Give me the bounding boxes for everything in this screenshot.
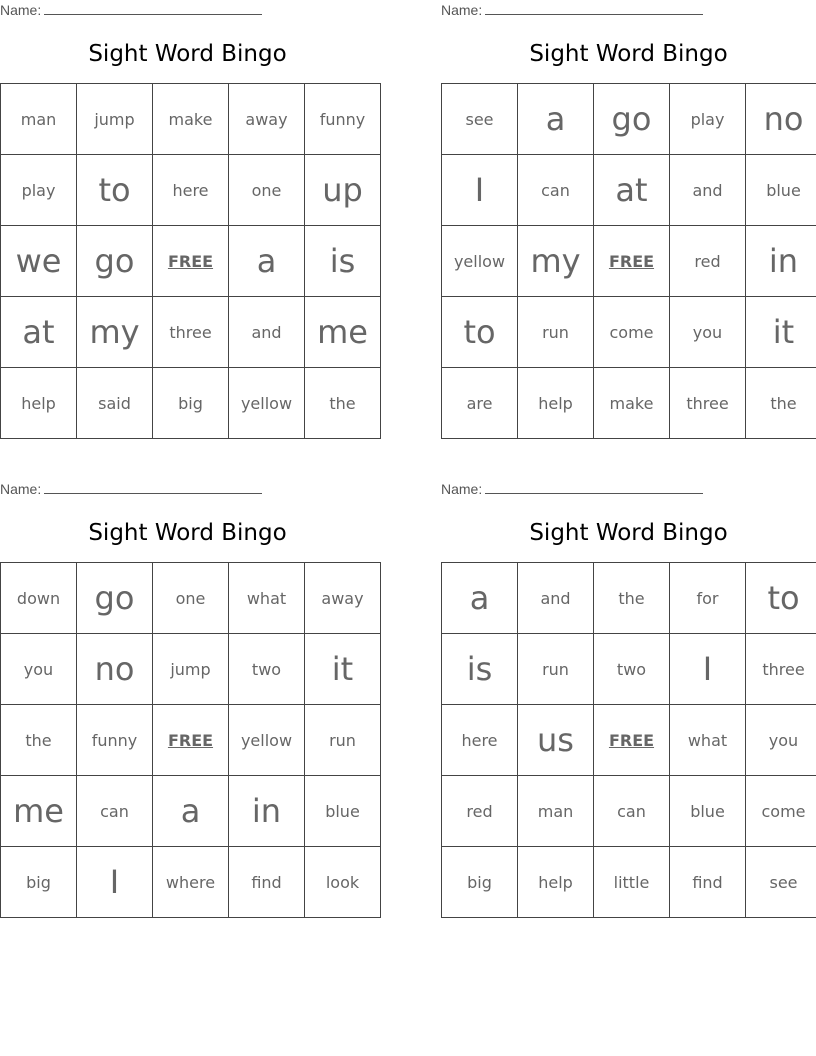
bingo-cell: my [518, 226, 594, 297]
bingo-cell: in [746, 226, 816, 297]
bingo-cell: help [518, 368, 594, 439]
bingo-cell: see [746, 847, 816, 918]
name-field [0, 2, 262, 18]
bingo-cell: come [746, 776, 816, 847]
bingo-cell: yellow [229, 368, 305, 439]
bingo-cell: big [153, 368, 229, 439]
bingo-cell: one [229, 155, 305, 226]
bingo-cell: jump [153, 634, 229, 705]
bingo-cell: the [305, 368, 381, 439]
bingo-cell: see [442, 84, 518, 155]
bingo-row [442, 226, 816, 297]
bingo-card-2 [441, 0, 816, 435]
bingo-cell: I [442, 155, 518, 226]
bingo-row [442, 847, 816, 918]
bingo-cell: three [746, 634, 816, 705]
bingo-cell: can [77, 776, 153, 847]
bingo-cell: you [1, 634, 77, 705]
name-field [0, 481, 262, 497]
bingo-cell: two [229, 634, 305, 705]
name-underline [44, 481, 262, 494]
bingo-row [442, 368, 816, 439]
bingo-row [1, 705, 381, 776]
name-label: Name: [441, 481, 483, 497]
bingo-cell: I [670, 634, 746, 705]
bingo-cell: three [670, 368, 746, 439]
bingo-cell: big [1, 847, 77, 918]
bingo-cell: you [670, 297, 746, 368]
bingo-cell: me [305, 297, 381, 368]
bingo-row [1, 297, 381, 368]
bingo-cell: two [594, 634, 670, 705]
bingo-cell: the [746, 368, 816, 439]
bingo-card-4 [441, 479, 816, 914]
bingo-cell: what [670, 705, 746, 776]
bingo-cell: and [670, 155, 746, 226]
bingo-row [442, 563, 816, 634]
bingo-cell: run [518, 634, 594, 705]
bingo-cell: go [77, 226, 153, 297]
bingo-row [442, 297, 816, 368]
name-label: Name: [0, 481, 42, 497]
bingo-row [1, 776, 381, 847]
bingo-card-1 [0, 0, 375, 435]
bingo-row [1, 634, 381, 705]
bingo-cell: at [594, 155, 670, 226]
free-space-cell: FREE [153, 705, 229, 776]
bingo-cell: run [305, 705, 381, 776]
bingo-cell: is [442, 634, 518, 705]
bingo-cell: big [442, 847, 518, 918]
card-title: Sight Word Bingo [529, 520, 728, 546]
bingo-cell: make [153, 84, 229, 155]
bingo-cell: yellow [229, 705, 305, 776]
bingo-cell: where [153, 847, 229, 918]
bingo-cell: can [594, 776, 670, 847]
bingo-cell: what [229, 563, 305, 634]
bingo-cell: us [518, 705, 594, 776]
bingo-cell: funny [77, 705, 153, 776]
free-space-cell: FREE [153, 226, 229, 297]
bingo-cell: red [442, 776, 518, 847]
name-label: Name: [441, 2, 483, 18]
bingo-cell: here [442, 705, 518, 776]
bingo-cell: help [518, 847, 594, 918]
bingo-row [1, 847, 381, 918]
bingo-cell: funny [305, 84, 381, 155]
name-underline [485, 2, 703, 15]
bingo-cell: can [518, 155, 594, 226]
bingo-row [1, 563, 381, 634]
name-underline [485, 481, 703, 494]
bingo-cell: look [305, 847, 381, 918]
bingo-cell: for [670, 563, 746, 634]
bingo-cell: it [305, 634, 381, 705]
bingo-cell: is [305, 226, 381, 297]
free-space-cell: FREE [594, 705, 670, 776]
bingo-cell: red [670, 226, 746, 297]
bingo-cell: I [77, 847, 153, 918]
bingo-cell: go [77, 563, 153, 634]
bingo-cell: away [305, 563, 381, 634]
bingo-cell: we [1, 226, 77, 297]
bingo-grid [0, 562, 381, 918]
bingo-cell: jump [77, 84, 153, 155]
bingo-cell: up [305, 155, 381, 226]
bingo-cell: play [1, 155, 77, 226]
bingo-grid [0, 83, 381, 439]
bingo-cell: blue [670, 776, 746, 847]
bingo-cell: go [594, 84, 670, 155]
name-underline [44, 2, 262, 15]
bingo-row [442, 155, 816, 226]
bingo-cell: man [1, 84, 77, 155]
name-label: Name: [0, 2, 42, 18]
bingo-cell: no [77, 634, 153, 705]
name-field [441, 2, 703, 18]
bingo-cell: help [1, 368, 77, 439]
bingo-cell: make [594, 368, 670, 439]
card-title: Sight Word Bingo [88, 520, 287, 546]
bingo-cell: away [229, 84, 305, 155]
bingo-cell: come [594, 297, 670, 368]
bingo-cell: and [518, 563, 594, 634]
card-title: Sight Word Bingo [529, 41, 728, 67]
bingo-cell: here [153, 155, 229, 226]
bingo-cell: the [594, 563, 670, 634]
bingo-cell: it [746, 297, 816, 368]
bingo-cell: to [746, 563, 816, 634]
bingo-cell: the [1, 705, 77, 776]
bingo-cell: said [77, 368, 153, 439]
bingo-cell: a [442, 563, 518, 634]
bingo-cell: little [594, 847, 670, 918]
bingo-cell: a [153, 776, 229, 847]
bingo-cell: blue [746, 155, 816, 226]
bingo-cell: find [670, 847, 746, 918]
bingo-cell: at [1, 297, 77, 368]
bingo-cell: and [229, 297, 305, 368]
bingo-cell: run [518, 297, 594, 368]
bingo-card-3 [0, 479, 375, 914]
bingo-cell: down [1, 563, 77, 634]
bingo-row [442, 776, 816, 847]
bingo-cell: one [153, 563, 229, 634]
card-title: Sight Word Bingo [88, 41, 287, 67]
bingo-row [1, 155, 381, 226]
bingo-cell: me [1, 776, 77, 847]
bingo-cell: you [746, 705, 816, 776]
bingo-cell: play [670, 84, 746, 155]
bingo-cell: my [77, 297, 153, 368]
name-field [441, 481, 703, 497]
bingo-cell: a [518, 84, 594, 155]
bingo-cell: a [229, 226, 305, 297]
bingo-cell: find [229, 847, 305, 918]
bingo-row [442, 634, 816, 705]
bingo-cell: in [229, 776, 305, 847]
bingo-row [442, 705, 816, 776]
bingo-row [1, 368, 381, 439]
bingo-cell: blue [305, 776, 381, 847]
free-space-cell: FREE [594, 226, 670, 297]
bingo-grid [441, 83, 816, 439]
bingo-grid [441, 562, 816, 918]
bingo-cell: are [442, 368, 518, 439]
bingo-cell: no [746, 84, 816, 155]
bingo-cell: to [442, 297, 518, 368]
bingo-row [1, 226, 381, 297]
bingo-row [442, 84, 816, 155]
bingo-cell: to [77, 155, 153, 226]
bingo-row [1, 84, 381, 155]
bingo-cell: man [518, 776, 594, 847]
bingo-cell: three [153, 297, 229, 368]
bingo-cell: yellow [442, 226, 518, 297]
